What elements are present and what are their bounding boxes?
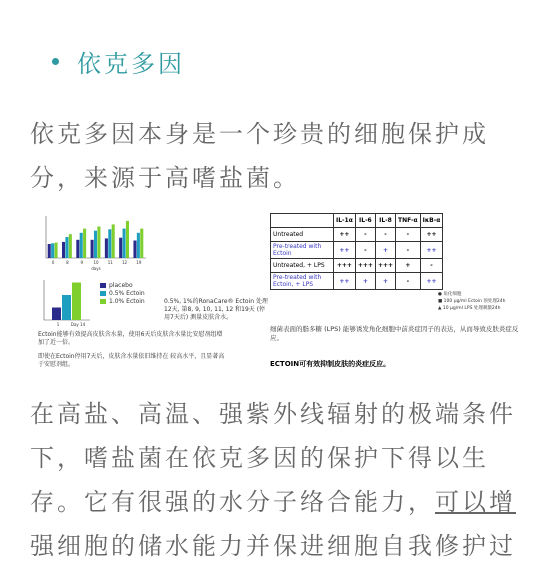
bar (126, 221, 129, 258)
legend-label: 1.0% Ectoin (109, 298, 145, 305)
table-caption: 细菌表面的脂多糖 (LPS) 能够诱发角化细胞中前炎症因子的表达，从而导致皮肤炎症反应。 (270, 325, 519, 342)
bar (108, 229, 111, 258)
table-cell: - (396, 273, 421, 290)
bar (48, 244, 51, 258)
table-row (271, 228, 443, 242)
bullet-dot-icon (52, 58, 59, 65)
x-axis-label: days (91, 266, 101, 271)
bar (51, 243, 54, 258)
side-legend-item: ● 角化细胞 (438, 292, 462, 297)
right-figure (270, 213, 526, 378)
bar (140, 229, 143, 258)
legend-swatch (100, 283, 106, 288)
table-caption-bold: ECTOIN可有效抑制皮肤的炎症反应。 (270, 360, 391, 368)
x-tick-label: 11 (107, 260, 113, 265)
figure-caption-1: Ectoin能够有效提高皮肤含水量，使用6天后皮肤含水量比安慰剂组增加了近一倍。 (38, 331, 223, 346)
x-tick-label: 19 (136, 260, 142, 265)
cytokine-table (270, 213, 443, 290)
table-cell: + (396, 259, 421, 273)
table-cell: +++ (334, 259, 356, 273)
table-cell: - (396, 242, 421, 259)
column-header: IL-1α (334, 214, 356, 228)
table-row (271, 273, 443, 290)
legend-item (100, 290, 145, 298)
bar (123, 229, 126, 258)
bar (119, 238, 122, 258)
table-cell: ++ (334, 273, 356, 290)
paragraph-underlined-text: 可以增 (435, 488, 516, 516)
legend-item (100, 282, 145, 290)
row-label: Pre-treated with Ectoin, + LPS (271, 273, 334, 290)
bar (65, 237, 68, 258)
table-row (271, 259, 443, 273)
x-tick-label: 0 (51, 260, 55, 265)
paragraph-intro: 依克多因本身是一个珍贵的细胞保护成分，来源于高嗜盐菌。 (30, 120, 489, 192)
bar (137, 233, 140, 258)
x-tick-label: Day 14 (70, 322, 86, 327)
paragraph-conditions (30, 392, 530, 568)
side-legend-item: ■ 100 μg/ml Ectoin 预处理24h (438, 299, 506, 304)
figure-side-caption: 0.5%, 1%的RonaCare® Ectoin 处理12天, 第8, 9, 10, 11, 12 和19天 (停用7天后) 测量皮肤含水。 (164, 298, 268, 321)
table-cell: ++ (420, 242, 443, 259)
column-header: IL-8 (375, 214, 395, 228)
figure-caption-2: 即使在Ectoin停用7天后，皮肤含水量依旧维持在 较高水平，且显著高于安慰剂组。 (38, 353, 225, 368)
bar (91, 240, 94, 258)
row-label: Untreated (271, 228, 334, 242)
legend-swatch (100, 291, 106, 296)
table-row (271, 242, 443, 259)
bar (97, 227, 100, 259)
table-corner (271, 214, 334, 228)
bar (94, 231, 97, 258)
table-cell: ++ (334, 242, 356, 259)
column-header: TNF-α (396, 214, 421, 228)
legend-item (100, 298, 145, 306)
bar (52, 308, 61, 321)
bullet-heading-row (52, 44, 185, 79)
legend-label: placebo (109, 282, 133, 289)
paragraph-tail-text: 强细胞的储水能力并保进细胞自我修护过 (30, 532, 516, 560)
bar (80, 233, 83, 258)
bar (55, 243, 58, 258)
table-cell: + (375, 273, 395, 290)
column-header: IκB-α (420, 214, 443, 228)
hydration-bar-chart (34, 212, 152, 272)
legend-label: 0.5% Ectoin (109, 290, 145, 297)
row-label: Pre-treated with Ectoin (271, 242, 334, 259)
table-cell: + (355, 273, 375, 290)
table-cell: +++ (355, 259, 375, 273)
table-side-legend (438, 291, 505, 312)
bar (133, 241, 136, 259)
legend-swatch (100, 299, 106, 304)
bar (112, 224, 115, 258)
bar (62, 295, 71, 320)
table-cell: - (375, 228, 395, 242)
table-cell: - (355, 242, 375, 259)
table-cell: ++ (334, 228, 356, 242)
x-tick-label: 10 (93, 260, 99, 265)
table-cell: +++ (375, 259, 395, 273)
chart-legend (100, 282, 145, 306)
paragraph-text: 在高盐、高温、强紫外线辐射的极端条件下，嗜盐菌在依克多因的保护下得以生存。它有很强的水分子络合能力， (30, 400, 516, 516)
bar (62, 242, 65, 258)
section-heading: 依克多因 (77, 50, 185, 78)
table-cell: + (375, 242, 395, 259)
bar (105, 238, 108, 258)
table-cell: ++ (420, 228, 443, 242)
x-tick-label: 9 (80, 260, 83, 265)
bar (72, 283, 81, 321)
table-cell: ++ (420, 273, 443, 290)
table-cell: - (396, 228, 421, 242)
x-tick-label: 8 (66, 260, 69, 265)
bar (76, 240, 79, 258)
table-header-row (271, 214, 443, 228)
table-cell: - (420, 259, 443, 273)
bar (83, 229, 86, 258)
x-tick-label: 12 (122, 260, 128, 265)
day14-bar-chart (34, 278, 94, 330)
side-legend-item: ▲ 10 μg/ml LPS 处理刺激24h (438, 306, 501, 311)
left-figure (26, 210, 266, 380)
table-cell: - (355, 228, 375, 242)
x-tick-label: 1 (56, 322, 60, 327)
column-header: IL-6 (355, 214, 375, 228)
bar (69, 234, 72, 258)
row-label: Untreated, + LPS (271, 259, 334, 273)
